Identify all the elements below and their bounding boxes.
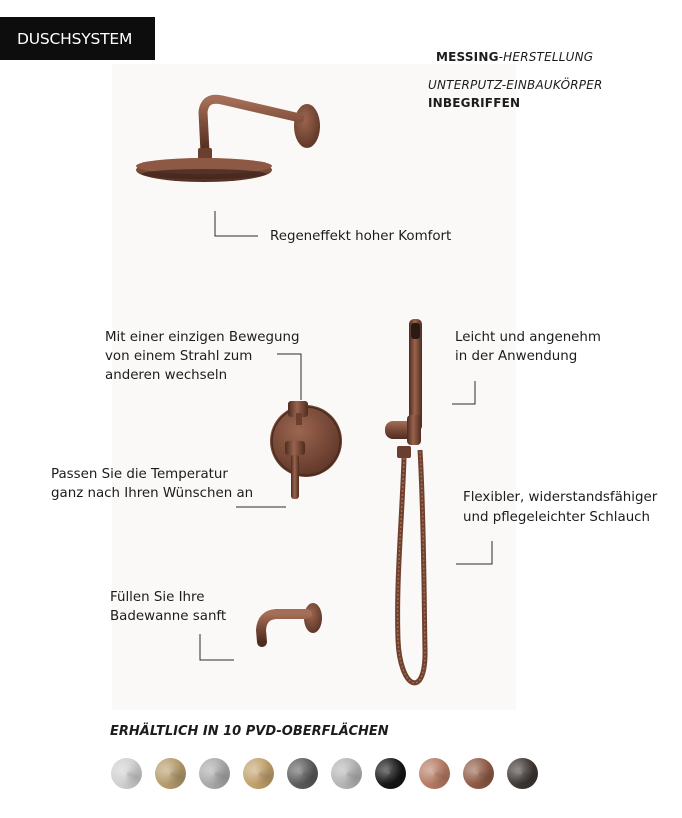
finish-swatch-brushed-nickel[interactable]: [331, 758, 362, 789]
finish-swatch-gold[interactable]: [243, 758, 274, 789]
callout-hand-line1: Leicht und angenehm: [455, 330, 601, 345]
callout-temperature-line2: ganz nach Ihren Wünschen an: [51, 486, 254, 501]
material-feature-rest: -HERSTELLUNG: [498, 50, 594, 64]
callout-bath-line1: Füllen Sie Ihre: [110, 590, 205, 605]
leader-hand: [452, 381, 475, 404]
leader-switch: [277, 354, 301, 400]
finish-swatches: [111, 758, 538, 789]
category-badge-label: DUSCHSYSTEM: [17, 29, 133, 48]
leader-rain: [215, 211, 258, 236]
shower-arm: [198, 99, 320, 160]
hand-shower-set: [385, 319, 425, 683]
callout-bath-line2: Badewanne sanft: [110, 609, 227, 624]
finish-swatch-rose-copper[interactable]: [419, 758, 450, 789]
finish-swatch-dark-bronze[interactable]: [507, 758, 538, 789]
finish-swatch-black[interactable]: [375, 758, 406, 789]
available-finishes-label: ERHÄLTLICH IN 10 PVD-OBERFLÄCHEN: [110, 724, 389, 739]
finish-swatch-brushed-steel[interactable]: [199, 758, 230, 789]
callout-switch-line1: Mit einer einzigen Bewegung: [105, 330, 300, 345]
finish-swatch-chrome-light[interactable]: [111, 758, 142, 789]
finish-swatch-bronze[interactable]: [463, 758, 494, 789]
body-feature-line1: UNTERPUTZ-EINBAUKÖRPER: [428, 78, 603, 92]
callout-hand-line2: in der Anwendung: [455, 349, 578, 364]
callout-hose-line2: und pflegeleichter Schlauch: [463, 510, 651, 525]
leader-bath: [200, 634, 234, 660]
finish-swatch-brushed-gold[interactable]: [155, 758, 186, 789]
finish-swatch-gunmetal[interactable]: [287, 758, 318, 789]
callout-hose-line1: Flexibler, widerstandsfähiger: [463, 490, 658, 505]
callout-rain: Regeneffekt hoher Komfort: [270, 229, 452, 244]
callout-switch-line2: von einem Strahl zum: [105, 349, 253, 364]
callout-temperature-line1: Passen Sie die Temperatur: [51, 467, 228, 482]
material-feature-bold: MESSING: [436, 50, 499, 64]
mixer-valve: [270, 401, 342, 499]
bath-spout: [261, 603, 322, 642]
body-feature-line2: INBEGRIFFEN: [428, 96, 521, 110]
rain-shower-head: [136, 158, 272, 182]
leader-lines: [200, 211, 492, 660]
callout-switch-line3: anderen wechseln: [105, 368, 228, 383]
leader-hose: [456, 541, 492, 564]
